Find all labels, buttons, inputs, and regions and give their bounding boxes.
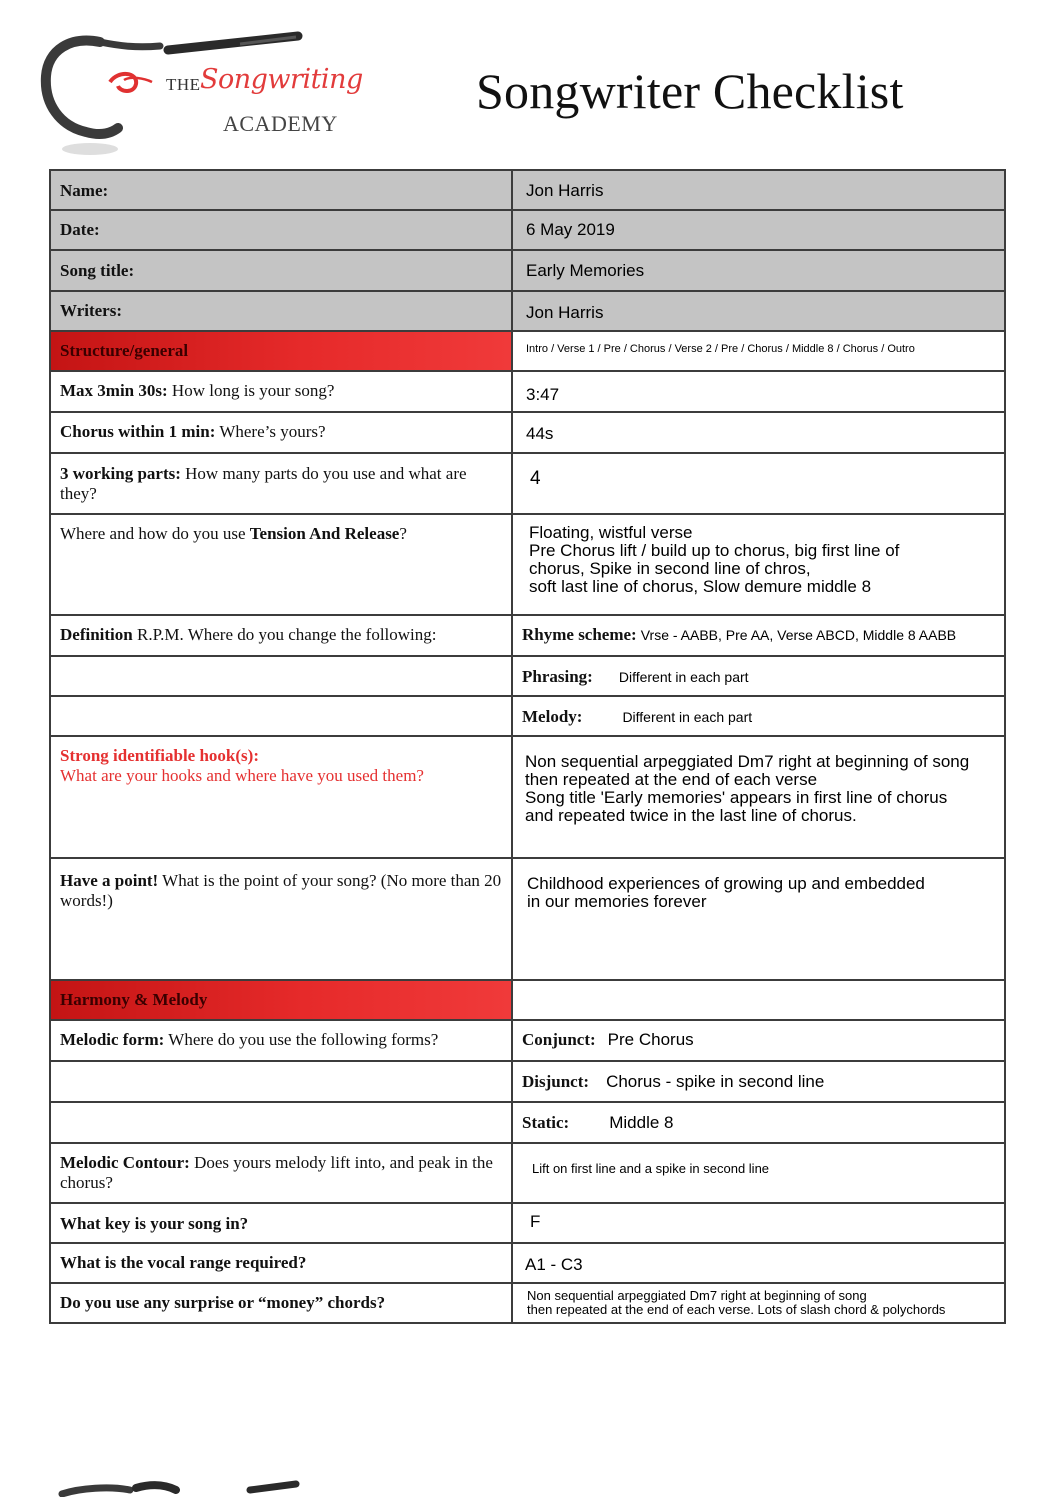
song-title-value[interactable]: Early Memories bbox=[526, 261, 645, 280]
date-value[interactable]: 6 May 2019 bbox=[526, 220, 615, 239]
hook-line: and repeated twice in the last line of chorus. bbox=[525, 806, 857, 825]
table-row bbox=[50, 453, 1005, 514]
guitar-logo-icon bbox=[40, 1480, 320, 1497]
table-row bbox=[50, 1283, 1005, 1323]
point-line: Childhood experiences of growing up and embedded bbox=[527, 874, 925, 893]
max-length-label: How long is your song? bbox=[167, 381, 335, 400]
tension-line: soft last line of chorus, Slow demure middle 8 bbox=[529, 577, 872, 596]
song-point-value[interactable] bbox=[513, 859, 1004, 911]
definition-label: R.P.M. Where do you change the following: bbox=[132, 625, 437, 644]
table-row bbox=[50, 291, 1005, 331]
contour-label: Does yours melody lift into, and peak in the chorus? bbox=[60, 1153, 493, 1192]
table-row bbox=[50, 736, 1005, 858]
footer-logo bbox=[40, 1480, 320, 1497]
harmony-section-label: Harmony & Melody bbox=[60, 990, 208, 1009]
chorus-within-label-bold: Chorus within 1 min: bbox=[60, 422, 216, 441]
melody-label: Melody: bbox=[522, 707, 583, 726]
tension-line: Pre Chorus lift / build up to chorus, big first line of bbox=[529, 541, 900, 560]
hook-label-bold: Strong identifiable hook(s): bbox=[60, 746, 259, 765]
writers-label: Writers: bbox=[60, 301, 122, 320]
contour-label-bold: Melodic Contour: bbox=[60, 1153, 190, 1172]
table-row bbox=[50, 615, 1005, 656]
hook-line: then repeated at the end of each verse bbox=[525, 770, 818, 789]
max-length-label-bold: Max 3min 30s: bbox=[60, 381, 168, 400]
melodic-form-label-bold: Melodic form: bbox=[60, 1030, 165, 1049]
hook-label: What are your hooks and where have you used them? bbox=[60, 766, 424, 785]
harmony-section-value[interactable] bbox=[512, 980, 1005, 1020]
table-row bbox=[50, 1061, 1005, 1102]
tension-line: Floating, wistful verse bbox=[529, 523, 693, 542]
point-line: in our memories forever bbox=[527, 892, 707, 911]
table-row bbox=[50, 1243, 1005, 1283]
vocal-range-label: What is the vocal range required? bbox=[60, 1253, 307, 1272]
hook-line: Song title 'Early memories' appears in first line of chorus bbox=[525, 788, 948, 807]
static-value[interactable]: Middle 8 bbox=[609, 1113, 674, 1132]
table-row bbox=[50, 1143, 1005, 1203]
name-label: Name: bbox=[60, 181, 109, 200]
tension-label-bold: Tension And Release bbox=[249, 524, 400, 543]
table-row bbox=[50, 696, 1005, 736]
table-row bbox=[50, 858, 1005, 980]
surprise-chords-label: Do you use any surprise or “money” chords? bbox=[60, 1293, 386, 1312]
phrasing-label: Phrasing: bbox=[522, 667, 593, 686]
tension-line: chorus, Spike in second line of chros, bbox=[529, 559, 811, 578]
table-row bbox=[50, 371, 1005, 412]
chorus-within-label: Where’s yours? bbox=[215, 422, 326, 441]
logo-the-text: THE bbox=[166, 75, 201, 94]
point-label-bold: Have a point! bbox=[60, 871, 159, 890]
logo-songwriting-text: Songwriting bbox=[200, 64, 363, 95]
tension-label-post: ? bbox=[399, 524, 407, 543]
melodic-form-label: Where do you use the following forms? bbox=[164, 1030, 439, 1049]
disjunct-value[interactable]: Chorus - spike in second line bbox=[606, 1072, 825, 1091]
table-row bbox=[50, 170, 1005, 210]
table-row bbox=[50, 1203, 1005, 1243]
conjunct-value[interactable]: Pre Chorus bbox=[607, 1030, 694, 1049]
surprise-line: Non sequential arpeggiated Dm7 right at beginning of song bbox=[527, 1288, 867, 1303]
surprise-chords-value[interactable] bbox=[513, 1284, 1004, 1317]
logo-academy-text: ACADEMY bbox=[223, 111, 338, 136]
static-label: Static: bbox=[522, 1113, 570, 1132]
key-label: What key is your song in? bbox=[60, 1214, 249, 1233]
definition-label-bold: Definition bbox=[60, 625, 133, 644]
rhyme-scheme-value[interactable]: Vrse - AABB, Pre AA, Verse ABCD, Middle 8 AABB bbox=[640, 627, 957, 643]
table-row bbox=[50, 1020, 1005, 1061]
vocal-range-value[interactable]: A1 - C3 bbox=[525, 1255, 583, 1274]
table-row bbox=[50, 656, 1005, 696]
table-row bbox=[50, 412, 1005, 453]
contour-value[interactable]: Lift on first line and a spike in second line bbox=[532, 1161, 770, 1176]
table-row bbox=[50, 331, 1005, 371]
song-title-label: Song title: bbox=[60, 261, 135, 280]
table-row bbox=[50, 980, 1005, 1020]
table-row bbox=[50, 250, 1005, 291]
phrasing-value[interactable]: Different in each part bbox=[618, 669, 749, 685]
table-row bbox=[50, 1102, 1005, 1143]
hooks-value[interactable] bbox=[513, 737, 1004, 825]
structure-section-label: Structure/general bbox=[60, 341, 189, 360]
surprise-line: then repeated at the end of each verse. Lots of slash chord & polychords bbox=[527, 1302, 946, 1317]
writers-value[interactable]: Jon Harris bbox=[526, 303, 604, 322]
rhyme-scheme-label: Rhyme scheme: bbox=[522, 625, 637, 644]
tension-label-pre: Where and how do you use bbox=[60, 524, 250, 543]
conjunct-label: Conjunct: bbox=[522, 1030, 596, 1049]
table-row bbox=[50, 210, 1005, 250]
name-value[interactable]: Jon Harris bbox=[526, 181, 604, 200]
songwriting-academy-logo bbox=[40, 28, 363, 160]
working-parts-label: How many parts do you use and what are they? bbox=[60, 464, 467, 503]
page-title: Songwriter Checklist bbox=[476, 63, 904, 119]
point-label: What is the point of your song? (No more than 20 words!) bbox=[60, 871, 502, 910]
key-value[interactable]: F bbox=[530, 1212, 541, 1231]
hook-line: Non sequential arpeggiated Dm7 right at beginning of song bbox=[525, 752, 970, 771]
melody-value[interactable]: Different in each part bbox=[622, 709, 753, 725]
chorus-time-value[interactable]: 44s bbox=[526, 424, 554, 443]
checklist-table bbox=[49, 169, 1004, 1324]
working-parts-label-bold: 3 working parts: bbox=[60, 464, 181, 483]
disjunct-label: Disjunct: bbox=[522, 1072, 590, 1091]
song-length-value[interactable]: 3:47 bbox=[526, 385, 560, 404]
working-parts-value[interactable]: 4 bbox=[530, 468, 541, 489]
structure-value[interactable]: Intro / Verse 1 / Pre / Chorus / Verse 2 / Pre / Chorus / Middle 8 / Chorus / Outro bbox=[526, 343, 915, 355]
tension-value[interactable] bbox=[513, 515, 1004, 596]
date-label: Date: bbox=[60, 220, 100, 239]
table-row bbox=[50, 514, 1005, 615]
